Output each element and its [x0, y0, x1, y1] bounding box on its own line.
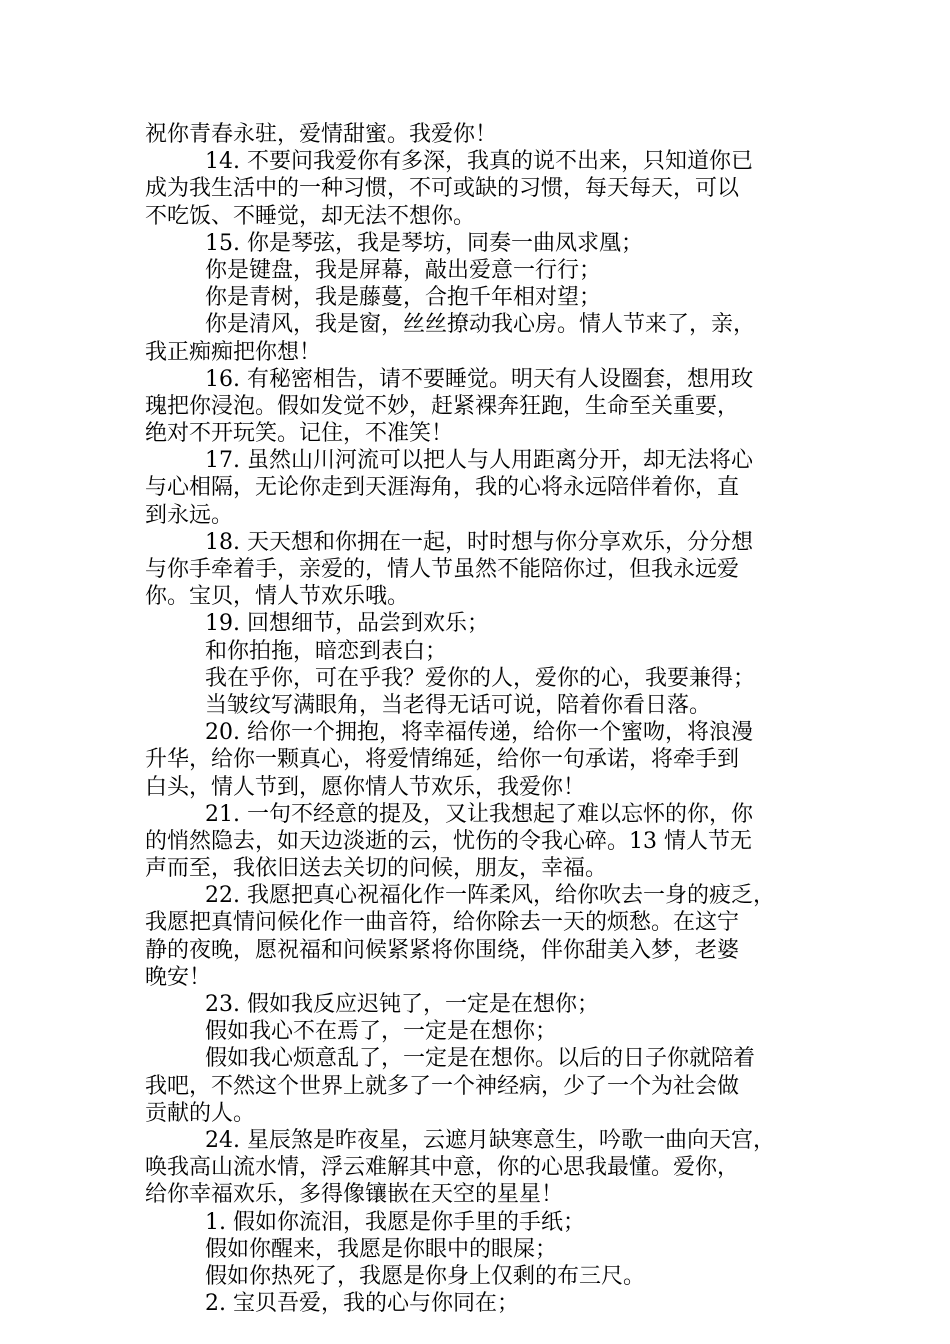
text-line: 唤我高山流水情，浮云难解其中意，你的心思我最懂。爱你，	[145, 1155, 740, 1181]
text-line: 和你拍拖，暗恋到表白；	[205, 638, 448, 664]
text-line: 不吃饭、不睡觉，却无法不想你。	[145, 203, 476, 229]
text-line: 我愿把真情问候化作一曲音符，给你除去一天的烦愁。在这宁	[145, 910, 740, 936]
text-line: 假如我心烦意乱了，一定是在想你。以后的日子你就陪着	[205, 1046, 756, 1072]
text-line: 我在乎你，可在乎我？爱你的人，爱你的心，我要兼得；	[205, 665, 756, 691]
text-line: 到永远。	[145, 502, 234, 528]
text-line: 我正痴痴把你想！	[145, 339, 322, 365]
text-line: 你是键盘，我是屏幕，敲出爱意一行行；	[205, 257, 602, 283]
text-line: 的悄然隐去，如天边淡逝的云，忧伤的令我心碎。13 情人节无	[145, 828, 752, 854]
text-line: 祝你青春永驻，爱情甜蜜。我爱你！	[145, 122, 498, 147]
text-line: 16. 有秘密相告，请不要睡觉。明天有人设圈套，想用玫	[205, 366, 753, 392]
text-line: 15. 你是琴弦，我是琴坊，同奏一曲凤求凰；	[205, 230, 643, 256]
text-line: 你。宝贝，情人节欢乐哦。	[145, 584, 410, 610]
text-line: 21. 一句不经意的提及，又让我想起了难以忘怀的你，你	[205, 801, 753, 827]
text-line: 瑰把你浸泡。假如发觉不妙，赶紧裸奔狂跑，生命至关重要，	[145, 393, 740, 419]
text-line: 静的夜晚，愿祝福和问候紧紧将你围绕，伴你甜美入梦，老婆	[145, 937, 740, 963]
text-line: 2. 宝贝吾爱，我的心与你同在；	[205, 1291, 519, 1317]
text-line: 白头，情人节到，愿你情人节欢乐，我爱你！	[145, 774, 586, 800]
text-line: 22. 我愿把真心祝福化作一阵柔风，给你吹去一身的疲乏，	[205, 883, 775, 909]
text-line: 当皱纹写满眼角，当老得无话可说，陪着你看日落。	[205, 692, 712, 718]
text-line: 19. 回想细节，品尝到欢乐；	[205, 611, 489, 637]
text-line: 你是清风，我是窗，丝丝撩动我心房。情人节来了，亲，	[205, 312, 756, 338]
text-line: 1. 假如你流泪，我愿是你手里的手纸；	[205, 1209, 585, 1235]
text-line: 与你手牵着手，亲爱的，情人节虽然不能陪你过，但我永远爱	[145, 557, 740, 582]
text-line: 我吧，不然这个世界上就多了一个神经病，少了一个为社会做	[145, 1073, 740, 1099]
text-line: 与心相隔，无论你走到天涯海角，我的心将永远陪伴着你，直	[145, 475, 740, 501]
text-line: 绝对不开玩笑。记住，不准笑！	[145, 421, 454, 447]
text-line: 声而至，我依旧送去关切的问候，朋友，幸福。	[145, 856, 608, 882]
text-line: 贡献的人。	[145, 1100, 256, 1126]
text-line: 假如你醒来，我愿是你眼中的眼屎；	[205, 1236, 558, 1262]
text-line: 14. 不要问我爱你有多深，我真的说不出来，只知道你已	[205, 149, 753, 175]
text-line: 升华，给你一颗真心，将爱情绵延，给你一句承诺，将牵手到	[145, 747, 740, 773]
text-line: 17. 虽然山川河流可以把人与人用距离分开，却无法将心	[205, 448, 753, 474]
text-line: 20. 给你一个拥抱，将幸福传递，给你一个蜜吻，将浪漫	[205, 720, 753, 746]
text-line: 假如我心不在焉了，一定是在想你；	[205, 1019, 558, 1045]
text-line: 你是青树，我是藤蔓，合抱千年相对望；	[205, 285, 602, 311]
text-line: 给你幸福欢乐，多得像镶嵌在天空的星星！	[145, 1182, 564, 1208]
document-body	[145, 121, 810, 1317]
text-line: 假如你热死了，我愿是你身上仅剩的布三尺。	[205, 1263, 646, 1289]
text-line: 23. 假如我反应迟钝了，一定是在想你；	[205, 992, 599, 1017]
text-line: 18. 天天想和你拥在一起，时时想与你分享欢乐，分分想	[205, 529, 753, 555]
text-line: 晚安！	[145, 964, 212, 990]
text-line: 成为我生活中的一种习惯，不可或缺的习惯，每天每天，可以	[145, 176, 740, 202]
text-line: 24. 星辰煞是昨夜星，云遮月缺寒意生，吟歌一曲向天宫，	[205, 1127, 775, 1153]
